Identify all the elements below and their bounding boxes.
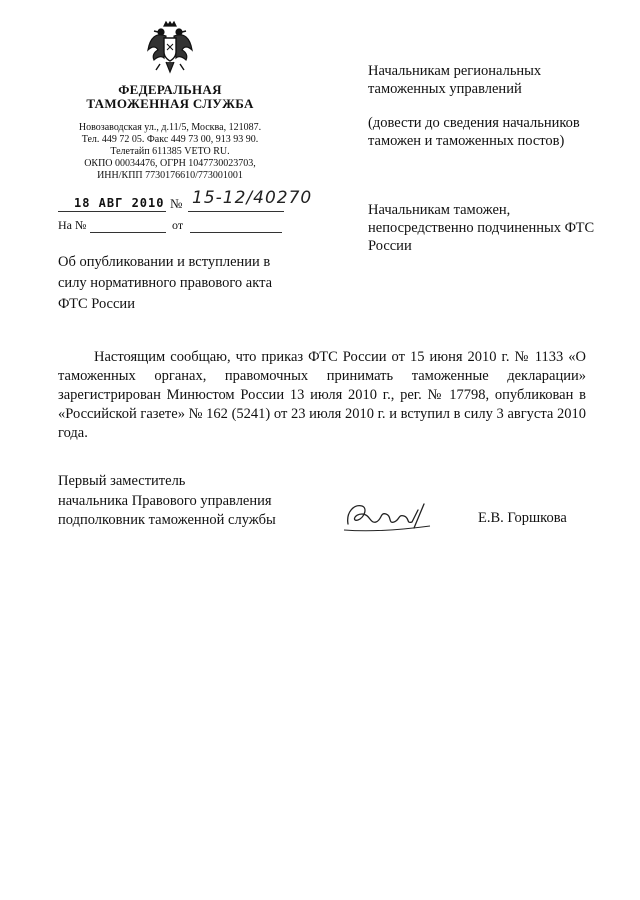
document-number: 15-12/40270 xyxy=(192,188,313,208)
address-line: Тел. 449 72 05. Факс 449 73 00, 913 93 90. xyxy=(81,134,259,145)
state-emblem-icon xyxy=(146,20,194,76)
address-line: ИНН/КПП 7730176610/773001001 xyxy=(97,170,243,181)
handwritten-signature xyxy=(340,494,440,538)
org-name-line2: ТАМОЖЕННАЯ СЛУЖБА xyxy=(86,96,254,111)
ref-number-label: На № xyxy=(58,218,87,232)
number-label: № xyxy=(170,196,183,211)
address-line: Телетайп 611385 VETO RU. xyxy=(110,146,230,157)
date-underline xyxy=(58,211,166,212)
signature-block xyxy=(58,472,328,531)
date-stamp: 18 АВГ 2010 xyxy=(74,196,165,210)
address-line: Новозаводская ул., д.11/5, Москва, 121087. xyxy=(78,122,262,133)
number-underline xyxy=(188,211,284,212)
addressee-regional: Начальникам региональных таможенных управлений xyxy=(368,63,542,97)
org-name-line1: ФЕДЕРАЛЬНАЯ xyxy=(118,82,222,97)
letter-subject: Об опубликовании и вступлении в силу нормативного правового акта ФТС России xyxy=(58,254,273,312)
body-paragraph: Настоящим сообщаю, что приказ ФТС России от 15 июня 2010 г. № 1133 «О таможенных органах, правомочных принимать таможенные декларации» зарегистрирован Минюстом России 13 июля 2010 г., рег. № 17798, опубликован в «Российской газете» № 162 (5241) от 23 июля 2010 г. и вступил в силу 3 августа 2010 года. xyxy=(58,349,586,441)
ref-number-line xyxy=(90,232,166,233)
signer-name: Е.В. Горшкова xyxy=(478,510,567,526)
signatory-title-line: Первый заместитель xyxy=(58,473,186,489)
ref-from-label: от xyxy=(172,218,184,232)
signatory-title-line: подполковник таможенной службы xyxy=(58,512,276,528)
address-line: ОКПО 00034476, ОГРН 1047730023703, xyxy=(84,158,256,169)
ref-date-line xyxy=(190,232,282,233)
signatory-title-line: начальника Правового управления xyxy=(58,492,272,509)
letter-body xyxy=(58,348,586,443)
addressee-customs: Начальникам таможен, непосредственно подчиненных ФТС России xyxy=(368,202,595,254)
addressee-note: (довести до сведения начальников таможен и таможенных постов) xyxy=(368,115,580,149)
